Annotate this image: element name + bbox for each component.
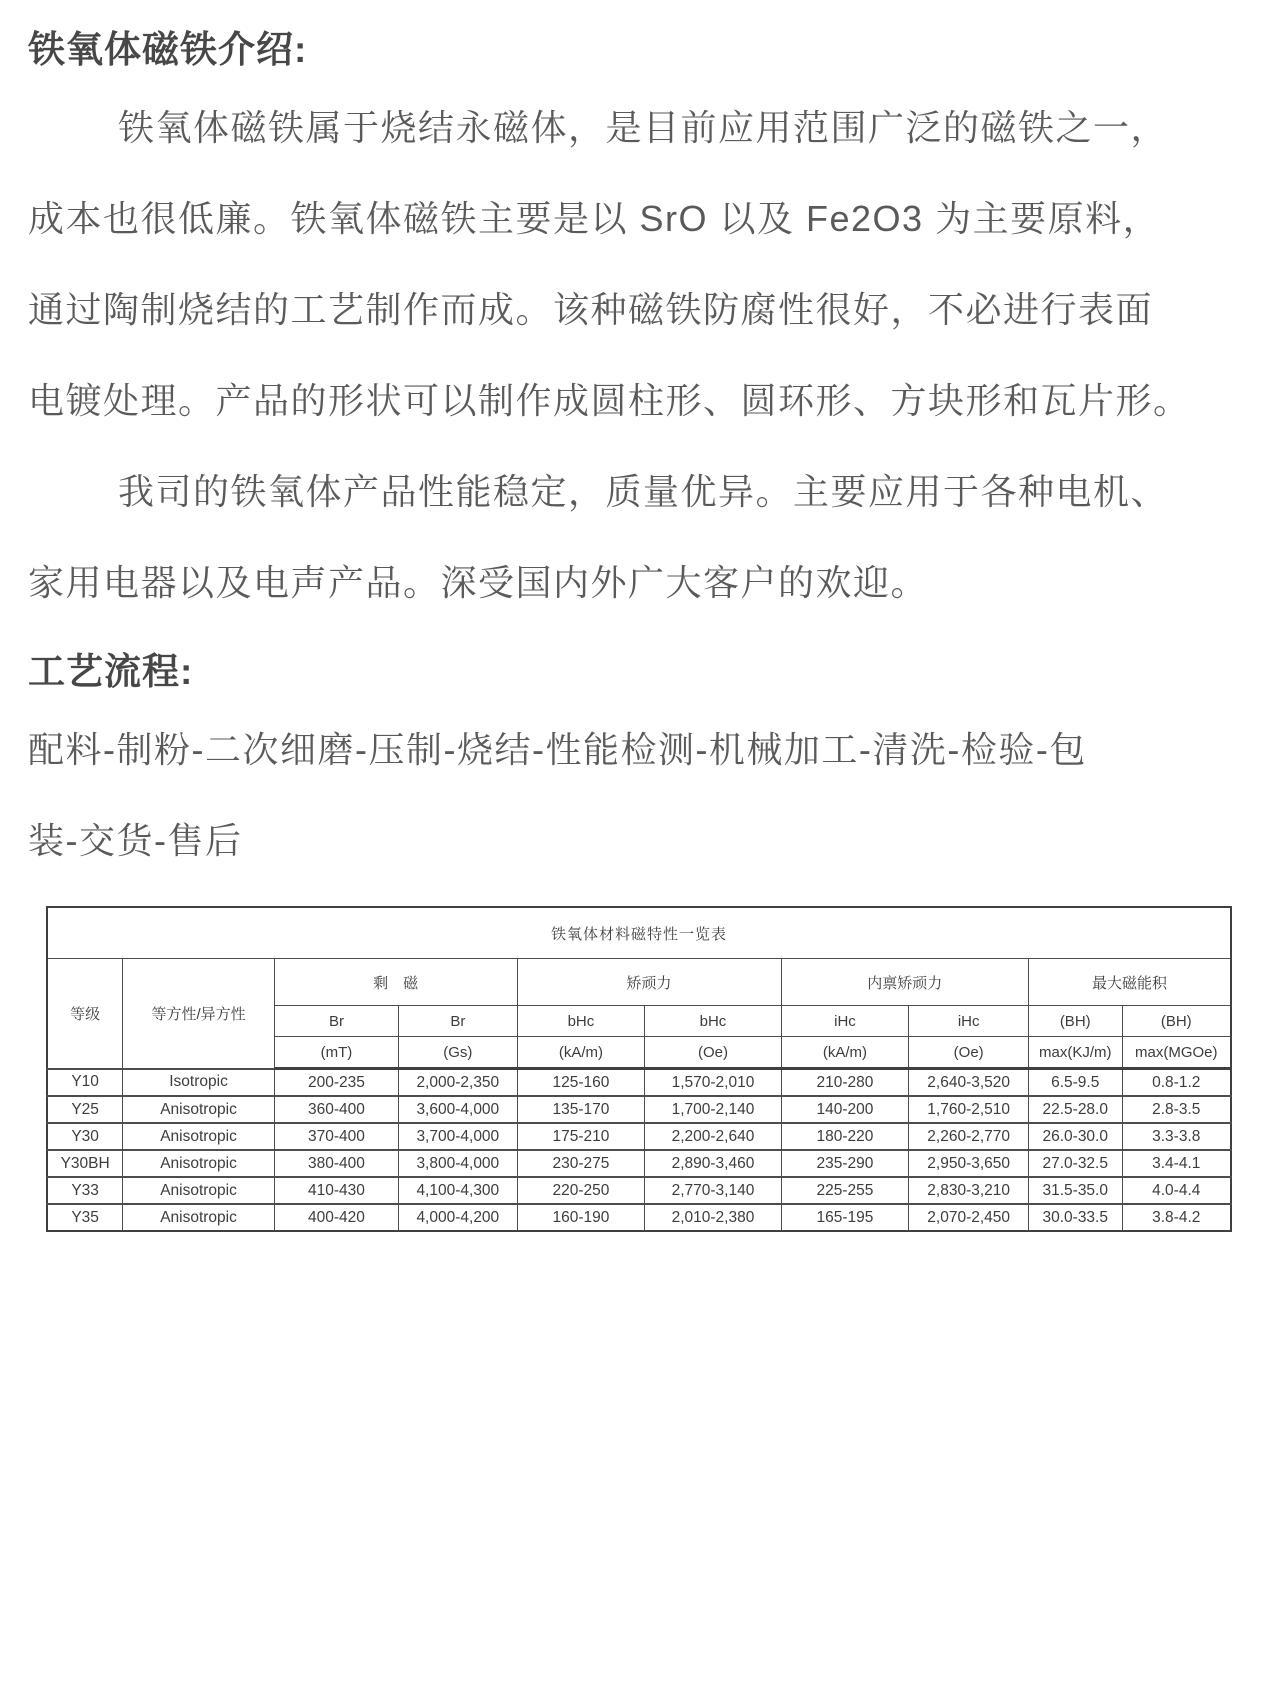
table-cell: 4.0-4.4 [1122,1177,1231,1204]
properties-table [46,906,1232,1232]
table-cell: 3.3-3.8 [1122,1123,1231,1150]
table-row [47,1204,1231,1231]
table-cell: 22.5-28.0 [1028,1096,1122,1123]
table-title-row [47,907,1231,959]
table-cell: 4,100-4,300 [399,1177,517,1204]
table-cell: 2,830-3,210 [909,1177,1029,1204]
table-cell: 400-420 [274,1204,398,1231]
table-cell: 2,640-3,520 [909,1069,1029,1097]
table-cell: 3.8-4.2 [1122,1204,1231,1231]
table-cell: 2,010-2,380 [645,1204,781,1231]
paragraph-line: 装-交货-售后 [28,820,243,861]
table-cell: 225-255 [781,1177,909,1204]
header-symbol: (BH) [1122,1006,1231,1037]
table-row [47,1150,1231,1177]
table-cell: Anisotropic [123,1150,275,1177]
table-cell: 2,950-3,650 [909,1150,1029,1177]
table-cell: Y35 [47,1204,123,1231]
table-row [47,1096,1231,1123]
table-cell: 27.0-32.5 [1028,1150,1122,1177]
table-cell: 1,570-2,010 [645,1069,781,1097]
table-cell: 380-400 [274,1150,398,1177]
table-cell: 175-210 [517,1123,645,1150]
table-cell: 2,890-3,460 [645,1150,781,1177]
table-cell: 360-400 [274,1096,398,1123]
table-group-header-row [47,959,1231,1006]
table-cell: 235-290 [781,1150,909,1177]
table-cell: Y30BH [47,1150,123,1177]
paragraph-line: 通过陶制烧结的工艺制作而成。该种磁铁防腐性很好，不必进行表面 [28,289,1154,330]
table-cell: 3.4-4.1 [1122,1150,1231,1177]
table-cell: 135-170 [517,1096,645,1123]
table-cell: 210-280 [781,1069,909,1097]
header-unit: (kA/m) [781,1037,909,1069]
table-cell: 3,800-4,000 [399,1150,517,1177]
table-cell: Y10 [47,1069,123,1097]
header-group-remanence: 剩 磁 [274,959,517,1006]
header-symbol: (BH) [1028,1006,1122,1037]
paragraph-line: 家用电器以及电声产品。深受国内外广大客户的欢迎。 [28,562,929,603]
table-cell: 140-200 [781,1096,909,1123]
table-cell: 1,700-2,140 [645,1096,781,1123]
paragraph-line: 我司的铁氧体产品性能稳定，质量优异。主要应用于各种电机、 [118,471,1169,512]
header-unit: (mT) [274,1037,398,1069]
header-unit: (Oe) [909,1037,1029,1069]
intro-heading: 铁氧体磁铁介绍: [28,29,308,70]
table-cell: 3,600-4,000 [399,1096,517,1123]
paragraph-line: 配料-制粉-二次细磨-压制-烧结-性能检测-机械加工-清洗-检验-包 [28,729,1087,770]
table-cell: 3,700-4,000 [399,1123,517,1150]
table-cell: 6.5-9.5 [1028,1069,1122,1097]
table-header-section [47,907,1231,1069]
header-grade: 等级 [47,959,123,1069]
table-cell: Y33 [47,1177,123,1204]
table-cell: 220-250 [517,1177,645,1204]
table-cell: 230-275 [517,1150,645,1177]
table-cell: 2,770-3,140 [645,1177,781,1204]
paragraph-line: 电镀处理。产品的形状可以制作成圆柱形、圆环形、方块形和瓦片形。 [28,380,1191,421]
table-cell: 26.0-30.0 [1028,1123,1122,1150]
table-cell: Anisotropic [123,1096,275,1123]
table-cell: 31.5-35.0 [1028,1177,1122,1204]
table-cell: 125-160 [517,1069,645,1097]
table-cell: 370-400 [274,1123,398,1150]
table-cell: Anisotropic [123,1177,275,1204]
header-unit: (Oe) [645,1037,781,1069]
header-symbol: iHc [909,1006,1029,1037]
table-cell: 160-190 [517,1204,645,1231]
header-group-intrinsic-coercivity: 内禀矫顽力 [781,959,1028,1006]
paragraph-line: 成本也很低廉。铁氧体磁铁主要是以 SrO 以及 Fe2O3 为主要原料， [28,198,1161,239]
table-row [47,1069,1231,1097]
header-unit: max(MGOe) [1122,1037,1231,1069]
header-group-max-energy-product: 最大磁能积 [1028,959,1231,1006]
table-data-rows [47,1069,1231,1232]
table-row [47,1177,1231,1204]
table-cell: 2,260-2,770 [909,1123,1029,1150]
header-unit: (kA/m) [517,1037,645,1069]
table-cell: Anisotropic [123,1123,275,1150]
table-cell: 1,760-2,510 [909,1096,1029,1123]
process-heading: 工艺流程: [28,651,194,692]
table-cell: 2.8-3.5 [1122,1096,1231,1123]
table-cell: 165-195 [781,1204,909,1231]
table-row [47,1123,1231,1150]
table-cell: 200-235 [274,1069,398,1097]
table-cell: 2,200-2,640 [645,1123,781,1150]
header-symbol: bHc [517,1006,645,1037]
table-cell: 0.8-1.2 [1122,1069,1231,1097]
table-cell: Y30 [47,1123,123,1150]
header-symbol: iHc [781,1006,909,1037]
header-group-coercivity: 矫顽力 [517,959,781,1006]
paragraph-line: 铁氧体磁铁属于烧结永磁体，是目前应用范围广泛的磁铁之一， [118,107,1169,148]
table-cell: 2,070-2,450 [909,1204,1029,1231]
table-cell: 30.0-33.5 [1028,1204,1122,1231]
header-symbol: Br [399,1006,517,1037]
table-cell: 2,000-2,350 [399,1069,517,1097]
header-unit: max(KJ/m) [1028,1037,1122,1069]
properties-table-container [46,906,1232,1232]
header-symbol: Br [274,1006,398,1037]
table-title: 铁氧体材料磁特性一览表 [47,907,1231,959]
header-unit: (Gs) [399,1037,517,1069]
table-cell: Anisotropic [123,1204,275,1231]
header-isotropy: 等方性/异方性 [123,959,275,1069]
table-cell: 180-220 [781,1123,909,1150]
table-cell: Isotropic [123,1069,275,1097]
table-cell: 4,000-4,200 [399,1204,517,1231]
table-cell: Y25 [47,1096,123,1123]
header-symbol: bHc [645,1006,781,1037]
table-cell: 410-430 [274,1177,398,1204]
